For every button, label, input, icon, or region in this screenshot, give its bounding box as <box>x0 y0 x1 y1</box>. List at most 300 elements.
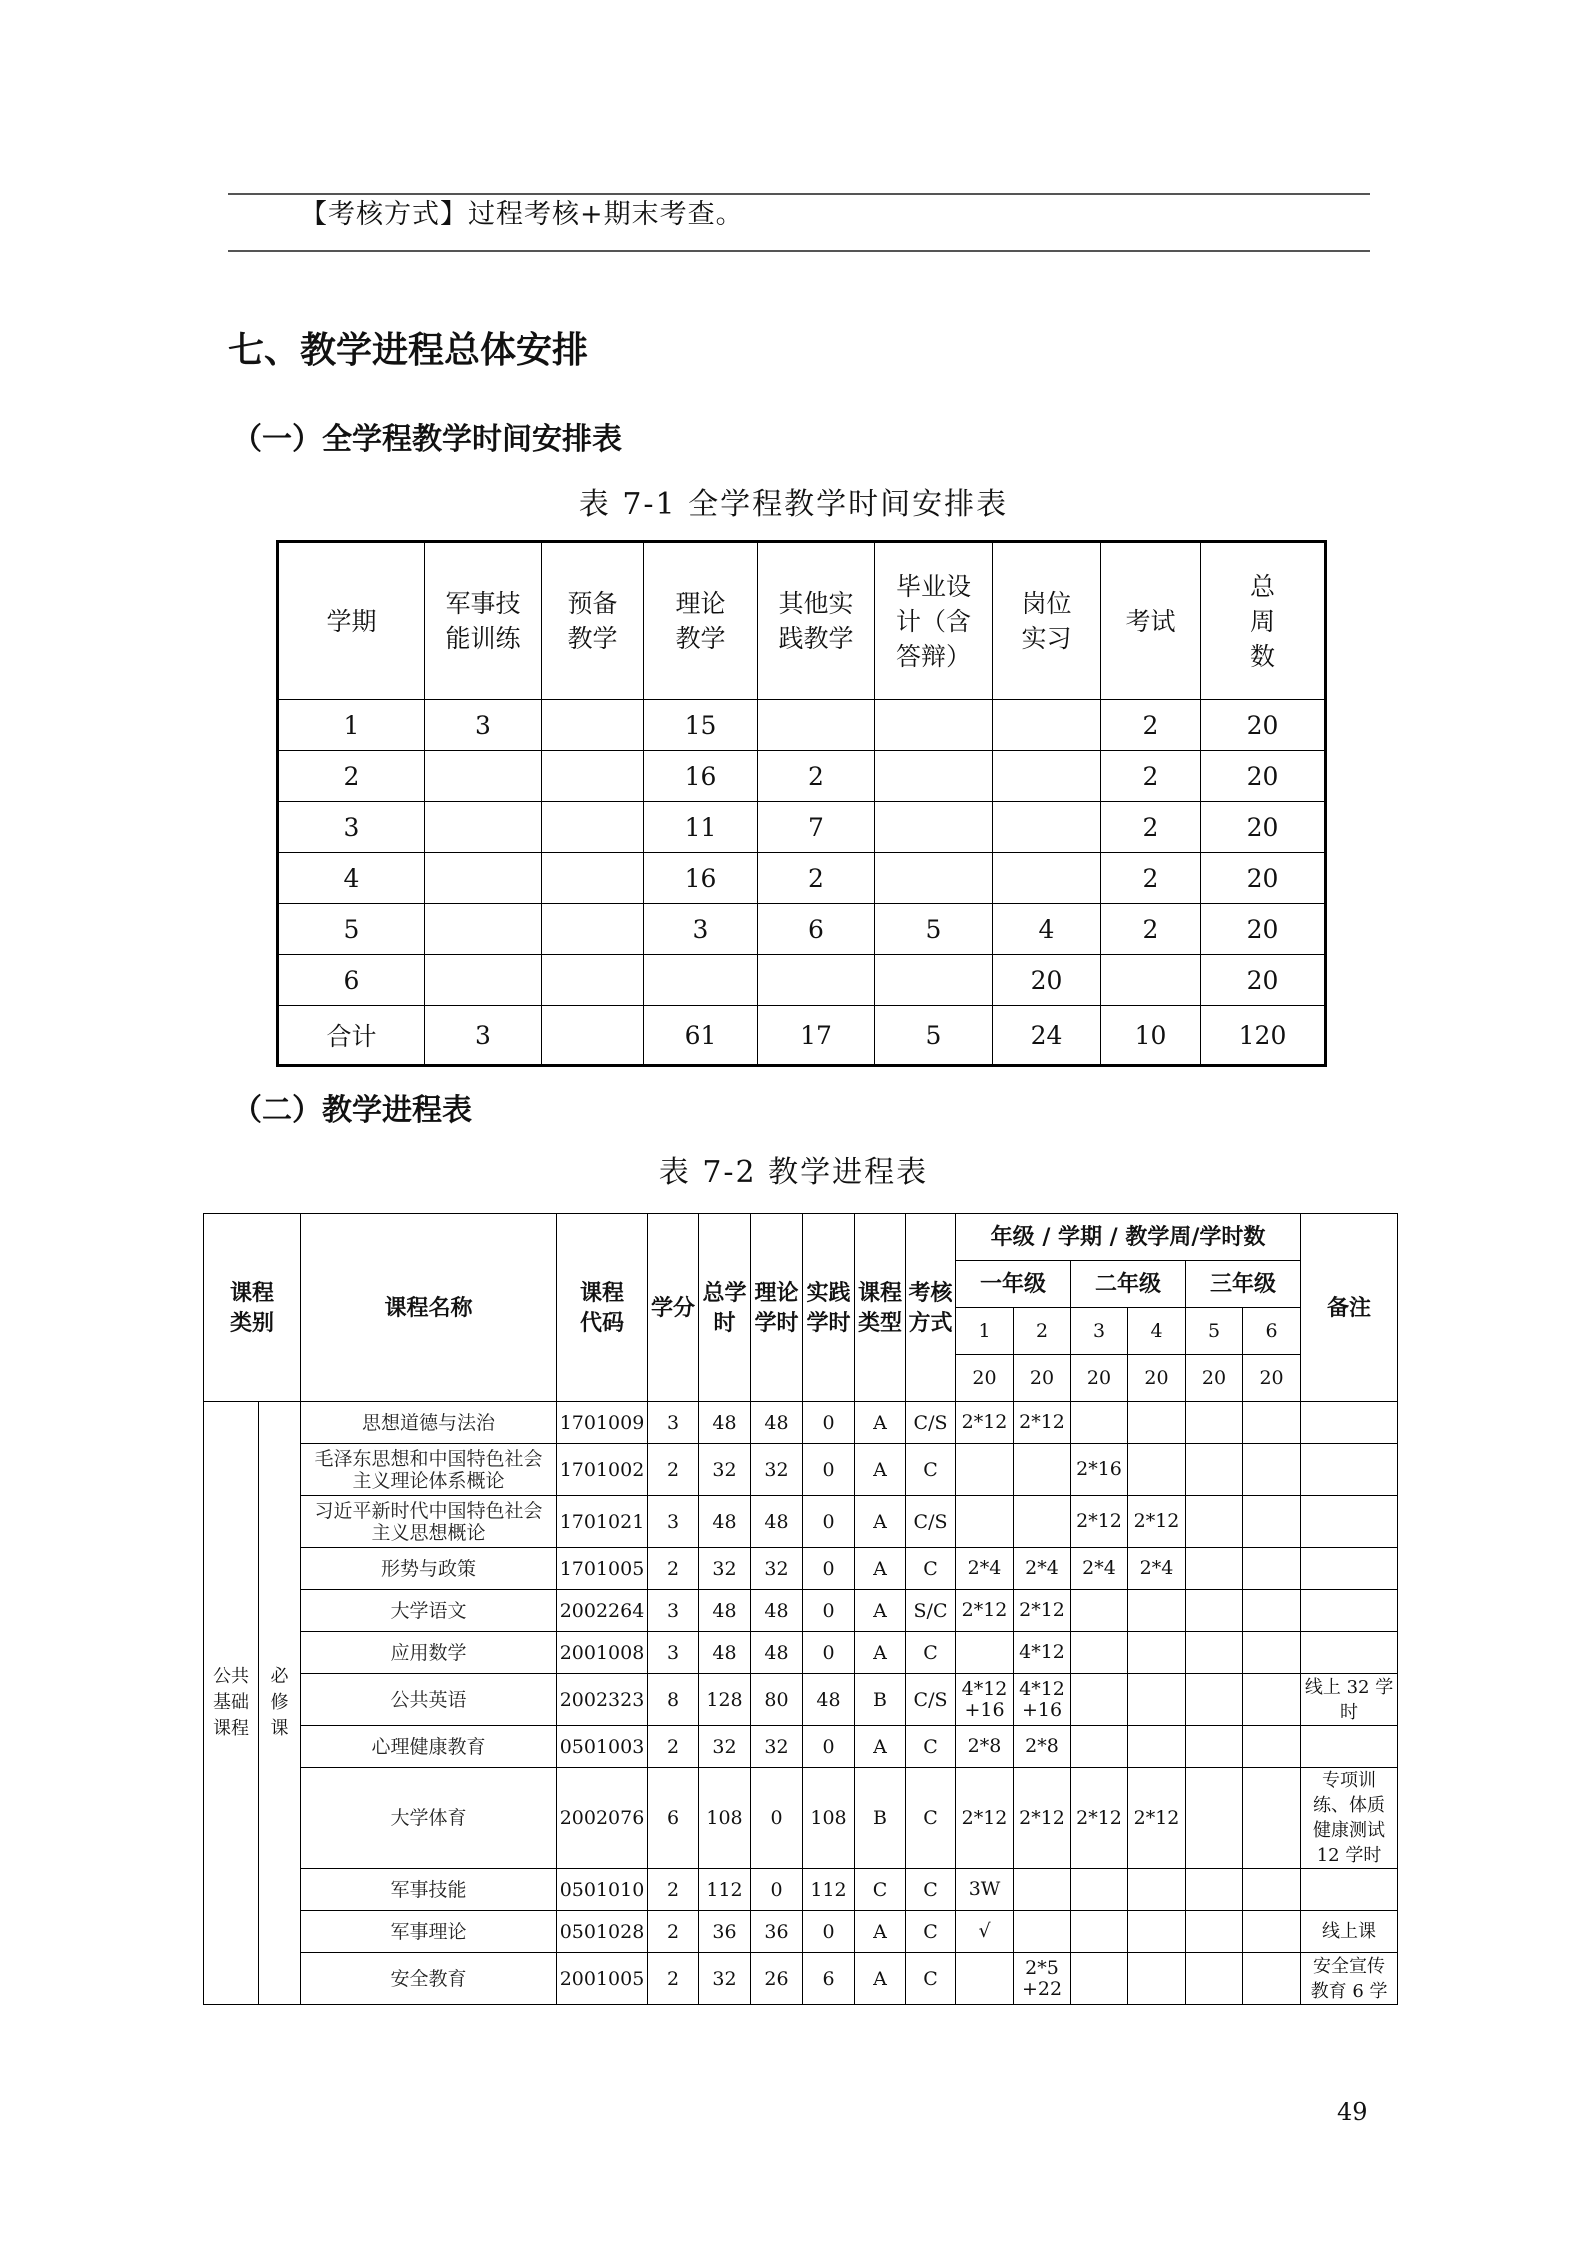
semester-hours <box>1243 1632 1301 1674</box>
course-practice-hours: 0 <box>803 1496 855 1548</box>
course-theory-hours: 32 <box>751 1548 803 1590</box>
table1-cell <box>542 751 644 802</box>
table1-cell: 61 <box>644 1006 758 1066</box>
semester-hours <box>1014 1911 1071 1953</box>
header-semester: 2 <box>1014 1308 1071 1355</box>
semester-hours <box>956 1444 1014 1496</box>
table1-cell <box>542 853 644 904</box>
semester-hours <box>1243 1726 1301 1768</box>
course-name: 习近平新时代中国特色社会 主义思想概论 <box>301 1496 557 1548</box>
semester-hours <box>1128 1402 1186 1444</box>
course-row <box>204 1496 1398 1548</box>
table1-row <box>278 700 1326 751</box>
semester-hours <box>1014 1869 1071 1911</box>
course-row <box>204 1632 1398 1674</box>
table1-cell <box>542 700 644 751</box>
semester-hours <box>1186 1869 1243 1911</box>
course-assessment: C/S <box>906 1402 956 1444</box>
course-assessment: C <box>906 1632 956 1674</box>
table1-cell <box>758 955 875 1006</box>
table1-cell: 2 <box>758 751 875 802</box>
table1-row <box>278 955 1326 1006</box>
semester-hours: 2*12 <box>1014 1402 1071 1444</box>
table1-row <box>278 802 1326 853</box>
table1-cell: 16 <box>644 853 758 904</box>
semester-hours: 2*12 <box>1128 1768 1186 1869</box>
course-code: 2002076 <box>557 1768 648 1869</box>
semester-hours <box>1071 1726 1128 1768</box>
teaching-progress-table <box>203 1213 1398 2005</box>
course-code: 0501003 <box>557 1726 648 1768</box>
header-weeks: 20 <box>956 1355 1014 1402</box>
course-credit: 3 <box>648 1402 699 1444</box>
course-type: A <box>855 1590 906 1632</box>
table1-cell <box>875 700 993 751</box>
table1-cell: 15 <box>644 700 758 751</box>
course-remark <box>1301 1869 1398 1911</box>
semester-hours <box>1128 1674 1186 1726</box>
subsection-title-2: （二）教学进程表 <box>232 1093 472 1128</box>
header-semester: 4 <box>1128 1308 1186 1355</box>
semester-hours: 2*4 <box>1071 1548 1128 1590</box>
semester-hours <box>956 1496 1014 1548</box>
course-remark <box>1301 1496 1398 1548</box>
table1-cell <box>1101 955 1201 1006</box>
course-type: A <box>855 1632 906 1674</box>
course-remark <box>1301 1632 1398 1674</box>
course-credit: 3 <box>648 1632 699 1674</box>
semester-hours <box>956 1953 1014 2005</box>
semester-hours <box>1128 1911 1186 1953</box>
course-code: 1701021 <box>557 1496 648 1548</box>
semester-hours <box>1186 1632 1243 1674</box>
course-assessment: C/S <box>906 1674 956 1726</box>
course-remark: 专项训 练、体质 健康测试 12 学时 <box>1301 1768 1398 1869</box>
course-total-hours: 48 <box>699 1590 751 1632</box>
section-title: 七、教学进程总体安排 <box>228 330 589 371</box>
course-type: A <box>855 1402 906 1444</box>
semester-hours <box>1071 1869 1128 1911</box>
course-remark <box>1301 1548 1398 1590</box>
table1-cell: 20 <box>1201 904 1326 955</box>
course-assessment: C/S <box>906 1496 956 1548</box>
table1-header-cell: 毕业设 计（含 答辩） <box>875 542 993 700</box>
header-credit: 学分 <box>648 1214 699 1402</box>
course-name: 军事技能 <box>301 1869 557 1911</box>
course-theory-hours: 48 <box>751 1496 803 1548</box>
table1-cell <box>542 802 644 853</box>
semester-hours <box>1128 1869 1186 1911</box>
semester-hours <box>1186 1590 1243 1632</box>
course-name: 毛泽东思想和中国特色社会 主义理论体系概论 <box>301 1444 557 1496</box>
semester-hours: 2*12 <box>1071 1496 1128 1548</box>
course-row <box>204 1768 1398 1869</box>
table1-header-cell: 军事技 能训练 <box>425 542 542 700</box>
table1-cell <box>425 853 542 904</box>
subsection-title-1: （一）全学程教学时间安排表 <box>232 422 622 457</box>
header-grade-3: 三年级 <box>1186 1261 1301 1308</box>
semester-hours <box>1186 1911 1243 1953</box>
semester-hours <box>1186 1548 1243 1590</box>
table1-row <box>278 904 1326 955</box>
table1-cell <box>542 904 644 955</box>
table1-cell <box>542 1006 644 1066</box>
table1-cell <box>993 751 1101 802</box>
course-code: 2001005 <box>557 1953 648 2005</box>
semester-hours <box>1243 1590 1301 1632</box>
semester-hours: 4*12 +16 <box>1014 1674 1071 1726</box>
table1-row <box>278 1006 1326 1066</box>
course-name: 形势与政策 <box>301 1548 557 1590</box>
table1-cell: 2 <box>1101 700 1201 751</box>
header-remark: 备注 <box>1301 1214 1398 1402</box>
table1-cell: 5 <box>278 904 425 955</box>
semester-hours <box>1071 1953 1128 2005</box>
course-code: 0501028 <box>557 1911 648 1953</box>
course-theory-hours: 36 <box>751 1911 803 1953</box>
table1-cell <box>425 751 542 802</box>
table1-cell <box>425 955 542 1006</box>
course-name: 思想道德与法治 <box>301 1402 557 1444</box>
table2-caption: 表 7-2 教学进程表 <box>658 1155 929 1190</box>
course-credit: 3 <box>648 1590 699 1632</box>
course-name: 应用数学 <box>301 1632 557 1674</box>
table1-header-cell: 理论 教学 <box>644 542 758 700</box>
table1-cell: 5 <box>875 904 993 955</box>
course-practice-hours: 0 <box>803 1911 855 1953</box>
semester-hours <box>1014 1496 1071 1548</box>
course-practice-hours: 48 <box>803 1674 855 1726</box>
table1-cell: 6 <box>758 904 875 955</box>
course-type: A <box>855 1444 906 1496</box>
header-semester: 5 <box>1186 1308 1243 1355</box>
header-practice-hours: 实践 学时 <box>803 1214 855 1402</box>
table1-cell: 4 <box>278 853 425 904</box>
semester-hours <box>1186 1674 1243 1726</box>
table1-header-cell: 预备 教学 <box>542 542 644 700</box>
course-practice-hours: 112 <box>803 1869 855 1911</box>
header-weeks: 20 <box>1071 1355 1128 1402</box>
course-name: 大学体育 <box>301 1768 557 1869</box>
table1-cell: 20 <box>1201 751 1326 802</box>
semester-hours: 2*12 <box>956 1402 1014 1444</box>
course-assessment: C <box>906 1911 956 1953</box>
course-total-hours: 36 <box>699 1911 751 1953</box>
course-row <box>204 1726 1398 1768</box>
table1-cell: 10 <box>1101 1006 1201 1066</box>
course-type: A <box>855 1548 906 1590</box>
table1-header-cell: 岗位 实习 <box>993 542 1101 700</box>
table1-cell: 20 <box>993 955 1101 1006</box>
course-remark: 安全宣传 教育 6 学 <box>1301 1953 1398 2005</box>
course-credit: 3 <box>648 1496 699 1548</box>
header-grade-2: 二年级 <box>1071 1261 1186 1308</box>
course-type: A <box>855 1953 906 2005</box>
course-credit: 8 <box>648 1674 699 1726</box>
course-name: 安全教育 <box>301 1953 557 2005</box>
course-row <box>204 1911 1398 1953</box>
schedule-time-table <box>276 540 1327 1067</box>
semester-hours: 2*4 <box>1014 1548 1071 1590</box>
semester-hours <box>1243 1548 1301 1590</box>
semester-hours <box>1014 1444 1071 1496</box>
bottom-rule <box>228 250 1370 252</box>
table1-cell: 11 <box>644 802 758 853</box>
table1-cell: 16 <box>644 751 758 802</box>
course-practice-hours: 0 <box>803 1402 855 1444</box>
course-total-hours: 48 <box>699 1402 751 1444</box>
table1-cell: 3 <box>644 904 758 955</box>
assessment-method-text: 【考核方式】过程考核+期末考查。 <box>300 199 744 230</box>
semester-hours <box>1071 1911 1128 1953</box>
course-theory-hours: 0 <box>751 1869 803 1911</box>
semester-hours: 2*5 +22 <box>1014 1953 1071 2005</box>
semester-hours <box>1071 1590 1128 1632</box>
course-theory-hours: 80 <box>751 1674 803 1726</box>
table1-cell <box>425 904 542 955</box>
table1-cell: 1 <box>278 700 425 751</box>
table1-cell: 20 <box>1201 700 1326 751</box>
course-credit: 6 <box>648 1768 699 1869</box>
table1-cell: 24 <box>993 1006 1101 1066</box>
table1-cell: 20 <box>1201 802 1326 853</box>
semester-hours <box>1243 1444 1301 1496</box>
semester-hours <box>1128 1632 1186 1674</box>
course-assessment: C <box>906 1548 956 1590</box>
table1-cell <box>542 955 644 1006</box>
course-code: 1701009 <box>557 1402 648 1444</box>
table1-cell: 20 <box>1201 853 1326 904</box>
semester-hours: 2*12 <box>1014 1590 1071 1632</box>
semester-hours: 2*12 <box>1071 1768 1128 1869</box>
header-semester: 6 <box>1243 1308 1301 1355</box>
course-credit: 2 <box>648 1869 699 1911</box>
table1-cell: 5 <box>875 1006 993 1066</box>
semester-hours <box>1243 1911 1301 1953</box>
table1-header-cell: 总 周 数 <box>1201 542 1326 700</box>
semester-hours: 3W <box>956 1869 1014 1911</box>
course-remark <box>1301 1590 1398 1632</box>
course-row <box>204 1444 1398 1496</box>
course-remark <box>1301 1402 1398 1444</box>
semester-hours <box>1071 1674 1128 1726</box>
semester-hours: 2*8 <box>1014 1726 1071 1768</box>
course-credit: 2 <box>648 1726 699 1768</box>
course-total-hours: 32 <box>699 1953 751 2005</box>
table1-cell: 120 <box>1201 1006 1326 1066</box>
semester-hours: 2*16 <box>1071 1444 1128 1496</box>
course-practice-hours: 0 <box>803 1632 855 1674</box>
header-grade-1: 一年级 <box>956 1261 1071 1308</box>
table1-cell <box>875 802 993 853</box>
header-course-type: 课程 类型 <box>855 1214 906 1402</box>
table1-cell: 3 <box>278 802 425 853</box>
table1-cell <box>425 802 542 853</box>
course-credit: 2 <box>648 1953 699 2005</box>
semester-hours: 2*12 <box>1128 1496 1186 1548</box>
table1-header-cell: 其他实 践教学 <box>758 542 875 700</box>
course-name: 军事理论 <box>301 1911 557 1953</box>
header-schedule: 年级 / 学期 / 教学周/学时数 <box>956 1214 1301 1261</box>
header-theory-hours: 理论 学时 <box>751 1214 803 1402</box>
semester-hours <box>1071 1402 1128 1444</box>
table1-caption: 表 7-1 全学程教学时间安排表 <box>578 487 1009 522</box>
header-semester: 3 <box>1071 1308 1128 1355</box>
course-code: 2001008 <box>557 1632 648 1674</box>
table1-header-cell: 考试 <box>1101 542 1201 700</box>
course-code: 0501010 <box>557 1869 648 1911</box>
table1-cell: 20 <box>1201 955 1326 1006</box>
course-code: 2002264 <box>557 1590 648 1632</box>
semester-hours <box>1243 1869 1301 1911</box>
semester-hours: 2*12 <box>956 1590 1014 1632</box>
semester-hours: 4*12 <box>1014 1632 1071 1674</box>
semester-hours: 2*4 <box>1128 1548 1186 1590</box>
semester-hours <box>1243 1496 1301 1548</box>
semester-hours <box>1128 1590 1186 1632</box>
course-practice-hours: 0 <box>803 1590 855 1632</box>
header-total-hours: 总学 时 <box>699 1214 751 1402</box>
table1-cell: 3 <box>425 1006 542 1066</box>
table1-cell: 2 <box>758 853 875 904</box>
header-semester: 1 <box>956 1308 1014 1355</box>
table1-cell: 2 <box>1101 853 1201 904</box>
course-code: 1701005 <box>557 1548 648 1590</box>
course-theory-hours: 0 <box>751 1768 803 1869</box>
table1-cell: 4 <box>993 904 1101 955</box>
semester-hours <box>1243 1768 1301 1869</box>
table1-cell: 3 <box>425 700 542 751</box>
table1-cell <box>993 700 1101 751</box>
course-practice-hours: 108 <box>803 1768 855 1869</box>
semester-hours <box>1128 1726 1186 1768</box>
course-remark <box>1301 1444 1398 1496</box>
table1-cell: 6 <box>278 955 425 1006</box>
semester-hours: 2*12 <box>1014 1768 1071 1869</box>
table1-cell: 2 <box>1101 904 1201 955</box>
course-practice-hours: 0 <box>803 1444 855 1496</box>
category-sub: 必 修 课 <box>259 1402 301 2005</box>
course-type: B <box>855 1768 906 1869</box>
course-remark: 线上 32 学 时 <box>1301 1674 1398 1726</box>
course-credit: 2 <box>648 1548 699 1590</box>
semester-hours <box>1243 1674 1301 1726</box>
table1-cell: 17 <box>758 1006 875 1066</box>
course-code: 2002323 <box>557 1674 648 1726</box>
course-row <box>204 1953 1398 2005</box>
table1-cell <box>993 853 1101 904</box>
course-assessment: C <box>906 1869 956 1911</box>
course-row <box>204 1590 1398 1632</box>
course-name: 大学语文 <box>301 1590 557 1632</box>
table1-row <box>278 751 1326 802</box>
header-course-category: 课程 类别 <box>204 1214 301 1402</box>
course-practice-hours: 6 <box>803 1953 855 2005</box>
course-practice-hours: 0 <box>803 1548 855 1590</box>
semester-hours: √ <box>956 1911 1014 1953</box>
course-remark: 线上课 <box>1301 1911 1398 1953</box>
course-theory-hours: 48 <box>751 1632 803 1674</box>
table1-cell: 2 <box>278 751 425 802</box>
course-row <box>204 1869 1398 1911</box>
course-total-hours: 48 <box>699 1632 751 1674</box>
course-credit: 2 <box>648 1444 699 1496</box>
header-course-code: 课程 代码 <box>557 1214 648 1402</box>
semester-hours: 2*4 <box>956 1548 1014 1590</box>
table1-header-cell: 学期 <box>278 542 425 700</box>
course-theory-hours: 32 <box>751 1726 803 1768</box>
semester-hours <box>956 1632 1014 1674</box>
course-type: B <box>855 1674 906 1726</box>
table1-cell <box>758 700 875 751</box>
course-type: A <box>855 1726 906 1768</box>
semester-hours <box>1186 1496 1243 1548</box>
course-row <box>204 1402 1398 1444</box>
semester-hours <box>1186 1768 1243 1869</box>
course-code: 1701002 <box>557 1444 648 1496</box>
course-name: 心理健康教育 <box>301 1726 557 1768</box>
course-type: A <box>855 1496 906 1548</box>
table1-cell <box>993 802 1101 853</box>
course-theory-hours: 48 <box>751 1402 803 1444</box>
header-course-name: 课程名称 <box>301 1214 557 1402</box>
course-assessment: C <box>906 1768 956 1869</box>
semester-hours <box>1128 1444 1186 1496</box>
course-remark <box>1301 1726 1398 1768</box>
semester-hours <box>1128 1953 1186 2005</box>
table1-cell: 2 <box>1101 802 1201 853</box>
course-total-hours: 112 <box>699 1869 751 1911</box>
course-total-hours: 48 <box>699 1496 751 1548</box>
table1-cell <box>875 853 993 904</box>
course-type: C <box>855 1869 906 1911</box>
semester-hours <box>1071 1632 1128 1674</box>
table1-cell: 2 <box>1101 751 1201 802</box>
course-type: A <box>855 1911 906 1953</box>
table1-row <box>278 853 1326 904</box>
header-weeks: 20 <box>1186 1355 1243 1402</box>
header-weeks: 20 <box>1243 1355 1301 1402</box>
table1-cell: 合计 <box>278 1006 425 1066</box>
course-assessment: C <box>906 1953 956 2005</box>
course-total-hours: 32 <box>699 1726 751 1768</box>
header-weeks: 20 <box>1014 1355 1071 1402</box>
course-name: 公共英语 <box>301 1674 557 1726</box>
table1-cell <box>875 751 993 802</box>
course-credit: 2 <box>648 1911 699 1953</box>
page-number: 49 <box>1337 2098 1368 2126</box>
semester-hours <box>1243 1953 1301 2005</box>
course-practice-hours: 0 <box>803 1726 855 1768</box>
semester-hours <box>1243 1402 1301 1444</box>
course-assessment: C <box>906 1726 956 1768</box>
course-total-hours: 32 <box>699 1444 751 1496</box>
table1-cell <box>644 955 758 1006</box>
course-theory-hours: 32 <box>751 1444 803 1496</box>
header-weeks: 20 <box>1128 1355 1186 1402</box>
semester-hours: 4*12 +16 <box>956 1674 1014 1726</box>
category-main: 公共 基础 课程 <box>204 1402 259 2005</box>
course-theory-hours: 26 <box>751 1953 803 2005</box>
table1-cell: 7 <box>758 802 875 853</box>
header-assessment: 考核 方式 <box>906 1214 956 1402</box>
semester-hours <box>1186 1444 1243 1496</box>
course-row <box>204 1548 1398 1590</box>
semester-hours: 2*12 <box>956 1768 1014 1869</box>
course-assessment: S/C <box>906 1590 956 1632</box>
course-theory-hours: 48 <box>751 1590 803 1632</box>
course-total-hours: 128 <box>699 1674 751 1726</box>
